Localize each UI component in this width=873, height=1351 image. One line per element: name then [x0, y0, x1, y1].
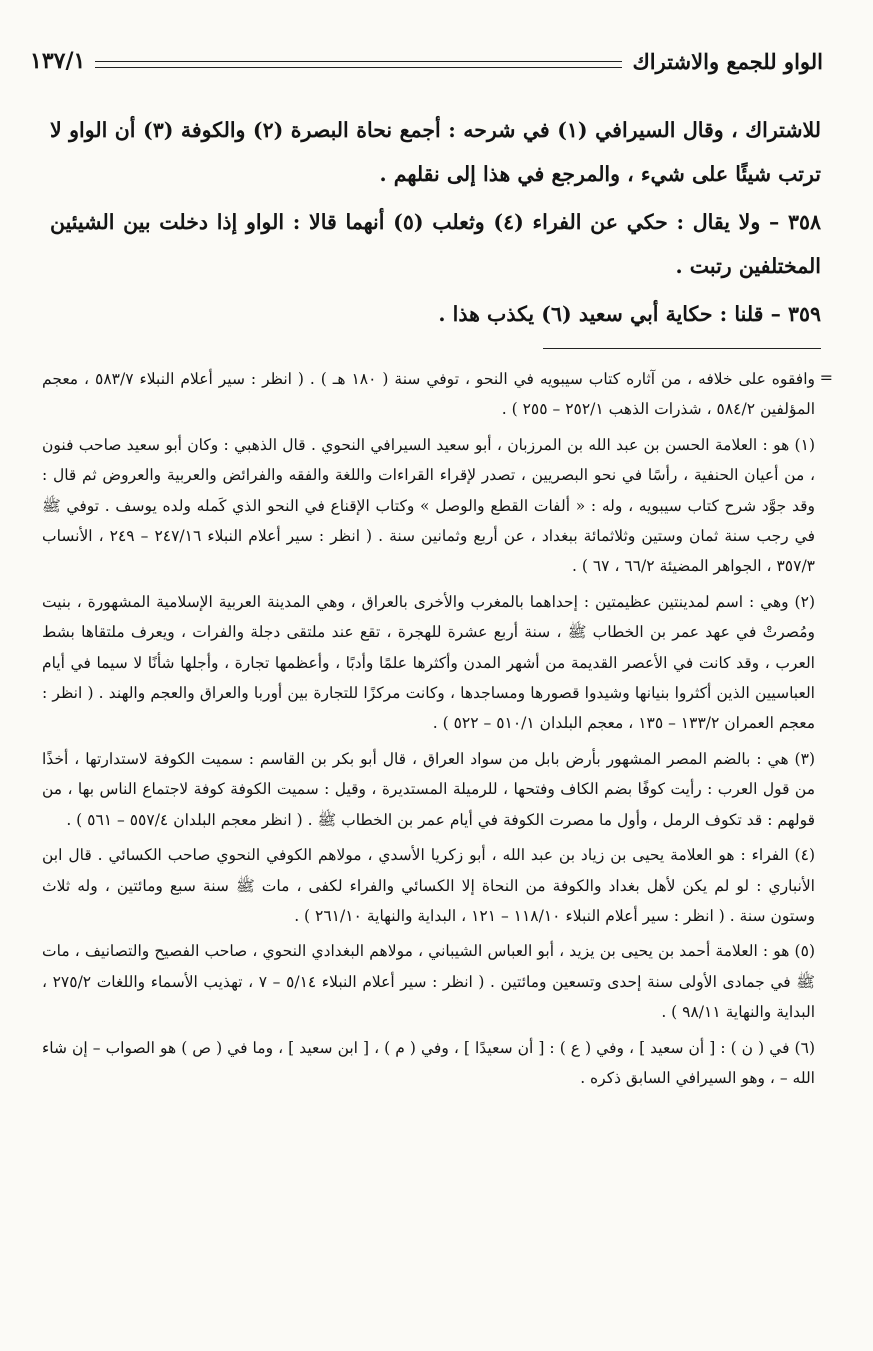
main-text — [50, 108, 821, 340]
footnote-continuation-marker: = — [819, 368, 833, 387]
main-paragraph-358 — [50, 200, 821, 288]
issue-text-359: قلنا : حكاية أبي سعيد (٦) يكذب هذا . — [438, 302, 764, 326]
footnote-4: (٤) الفراء : هو العلامة يحيى بن زياد بن عبد الله ، أبو زكريا الأسدي ، مولاهم الكوفي النحوي صاحب الكسائي . قال ابن الأنباري : لو لم يكن لأهل بغداد والكوفة من النحاة إلا الكسائي والفراء لكفى ، مات ﷺ سنة سبع ومائتين ، وله ثلاث وستون سنة . ( انظر : سير أعلام النبلاء ١١٨/١٠ – ١٢١ ، البداية والنهاية ٢٦١/١٠ ) . — [42, 846, 815, 925]
header-rule — [95, 61, 622, 68]
footnote-1: (١) هو : العلامة الحسن بن عبد الله بن المرزبان ، أبو سعيد السيرافي النحوي . قال الذهبي : وكان أبو سعيد صاحب فنون ، من أعيان الحنفية ، رأسًا في نحو البصريين ، تصدر لإقراء القراءات واللغة والفقه والفرائض والعربية والعروض ثم قال : وقد جوَّد شرح كتاب سيبويه ، وله : « ألفات القطع والوصل » وكتاب الإقناع في النحو الذي كَمله ولده يوسف . توفي ﷺ في رجب سنة ثمان وستين وثلاثمائة ببغداد ، عن أربع وثمانين سنة . ( انظر : سير أعلام النبلاء ٢٤٧/١٦ – ٢٤٩ ، الأنساب ٣٥٧/٣ ، الجواهر المضيئة ٦٦/٢ ، ٦٧ ) . — [42, 435, 816, 576]
issue-number-359: ٣٥٩ – — [770, 302, 821, 326]
footnote-continued: وافقوه على خلافه ، من آثاره كتاب سيبويه في النحو ، توفي سنة ( ١٨٠ هـ ) . ( انظر : سير أعلام النبلاء ٥٨٣/٧ ، معجم المؤلفين ٥٨٤/٢ ، شذرات الذهب ٢٥٢/١ – ٢٥٥ ) . — [42, 370, 815, 419]
main-paragraph-359 — [50, 292, 821, 336]
footnote-6: (٦) في ( ن ) : [ أن سعيد ] ، وفي ( ع ) : [ أن سعيدًا ] ، وفي ( م ) ، [ ابن سعيد ] ، وما في ( ص ) هو الصواب – إن شاء الله – ، وهو السيرافي السابق ذكره . — [42, 1038, 815, 1087]
footnote-5: (٥) هو : العلامة أحمد بن يحيى بن يزيد ، أبو العباس الشيباني ، مولاهم البغدادي النحوي ، صاحب الفصيح والتصانيف ، مات ﷺ في جمادى الأولى سنة إحدى وتسعين ومائتين . ( انظر : سير أعلام النبلاء ٥/١٤ – ٧ ، تهذيب الأسماء واللغات ٢٧٥/٢ ، البداية والنهاية ٩٨/١١ ) . — [42, 942, 815, 1022]
running-header — [30, 48, 823, 74]
issue-number-358: ٣٥٨ – — [769, 210, 822, 234]
issue-text-358: ولا يقال : حكي عن الفراء (٤) وثعلب (٥) أنهما قالا : الواو إذا دخلت بين الشيئين المختلفين رتبت . — [50, 210, 821, 278]
main-paragraph-1: للاشتراك ، وقال السيرافي (١) في شرحه : أجمع نحاة البصرة (٢) والكوفة (٣) أن الواو لا ترتب شيئًا على شيء ، والمرجع في هذا إلى نقلهم . — [50, 118, 822, 186]
footnote-separator — [543, 348, 821, 349]
page-number: ١٣٧/١ — [30, 48, 86, 74]
footnote-3: (٣) هي : بالضم المصر المشهور بأرض بابل من سواد العراق ، قال أبو بكر بن القاسم : سميت الكوفة لاستدارتها ، أخذًا من قول العرب : رأيت كوفًا بضم الكاف وفتحها ، للرميلة المستديرة ، وقيل : سميت الكوفة كوفة لاجتماع الناس بها ، من قولهم : قد تكوف الرمل ، وأول ما مصرت الكوفة في أيام عمر بن الخطاب ﷺ . ( انظر معجم البلدان ٥٥٧/٤ – ٥٦١ ) . — [42, 749, 815, 829]
header-title: الواو للجمع والاشتراك — [632, 48, 823, 74]
footnote-2: (٢) وهي : اسم لمدينتين عظيمتين : إحداهما بالمغرب والأخرى بالعراق ، وهي المدينة العربية الإسلامية المشهورة ، بنيت ومُصرتْ في عهد عمر بن الخطاب ﷺ ، سنة أربع عشرة للهجرة ، تقع عند ملتقى دجلة والفرات ، ويعرف ملتقاها بشط العرب ، وقد كانت في الأعصر القديمة من أشهر المدن وأكثرها علمًا وأدبًا ، وأعظمها تجارة ، وأجلها شأنًا لا سيما في أيام العباسيين الذين أكثروا بنيانها وشيدوا قصورها ومساجدها ، وكانت مركزًا للتجارة بين أوربا والعراق والعجم والهند . ( انظر : معجم العمران ١٣٣/٢ – ١٣٥ ، معجم البلدان ٥١٠/١ – ٥٢٢ ) . — [42, 592, 815, 733]
footnotes — [42, 364, 815, 1098]
